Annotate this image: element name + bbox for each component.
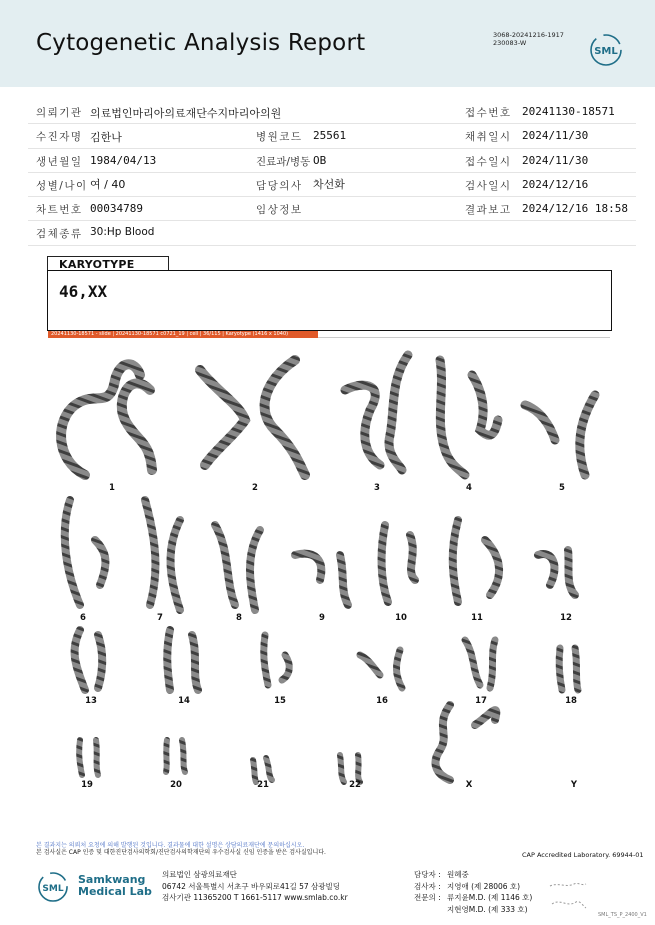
report-code-line1: 3068-20241216-1917: [493, 31, 564, 39]
doctor-value: 차선화: [313, 177, 345, 191]
chromosome-label: 14: [178, 696, 190, 706]
specimen-label: 검체종류: [36, 228, 83, 241]
birth-label: 생년월일: [36, 155, 83, 168]
staff-role: 전문의 :: [414, 893, 441, 902]
logo-line-2: Medical Lab: [78, 885, 152, 898]
signature-mark: [548, 878, 588, 918]
chromosome-label: 7: [157, 613, 163, 623]
staff-name: 원혜중: [447, 870, 469, 879]
chromosome-label: 4: [466, 483, 472, 493]
chromosome-label: 3: [374, 483, 380, 493]
institution-label: 의뢰기관: [36, 107, 83, 119]
staff-role: 담당자 :: [414, 870, 441, 879]
doctor-label: 담당의사: [256, 179, 303, 192]
chromosome-label: 17: [475, 696, 487, 706]
hospital-code-value: 25561: [313, 129, 347, 143]
specimen-value: 30:Hp Blood: [90, 226, 155, 239]
staff-row: [414, 904, 532, 916]
chromosome-label: 1: [109, 483, 115, 493]
receipt-date-value: 2024/11/30: [522, 153, 589, 167]
chromosome-label: X: [465, 780, 473, 790]
test-date-value: 2024/12/16: [522, 177, 589, 191]
patient-label: 수진자명: [36, 131, 83, 144]
test-date-label: 검사일시: [465, 179, 512, 192]
chromosome-label: 15: [274, 696, 286, 706]
samkwang-logo-text: SML: [42, 884, 64, 894]
chromosome-label: 22: [349, 780, 361, 790]
karyogram-image: [40, 340, 620, 814]
chart-no-label: 차트번호: [36, 204, 83, 217]
lab-address: [162, 869, 348, 904]
chromosome-label: 20: [170, 780, 182, 790]
chromosome-label: 18: [565, 696, 577, 706]
report-notice: [36, 842, 326, 856]
chromosome-label: 2: [252, 483, 258, 493]
chromosome-label: 19: [81, 780, 93, 790]
report-date-value: 2024/12/16 18:58: [522, 202, 628, 216]
karyotype-tab-label: KARYOTYPE: [59, 258, 135, 271]
karyotype-tab: [47, 256, 169, 271]
notice-line-2: 본 검사실은 CAP 인증 및 대한진단검사의학회/진단검사의학재단의 우수검사실 신임 인증을 받은 검사실입니다.: [36, 849, 326, 856]
staff-name: 지현영M.D. (제 333 호): [447, 904, 528, 914]
cap-accreditation: CAP Accredited Laboratory. 69944-01: [522, 851, 644, 859]
staff-list: [414, 869, 532, 915]
info-row: [28, 100, 636, 124]
report-title: Cytogenetic Analysis Report: [36, 30, 366, 56]
address-line-1: 의료법인 삼광의료재단: [162, 870, 237, 879]
collect-date-label: 채취일시: [465, 131, 512, 144]
chromosome-label: 13: [85, 696, 97, 706]
chromosome-label: 9: [319, 613, 325, 623]
report-header: [0, 0, 655, 87]
chromosome-label: 16: [376, 696, 388, 706]
sex-age-label: 성별/나이: [36, 179, 88, 192]
karyotype-result-box: [47, 270, 612, 331]
staff-role: 검사자 :: [414, 881, 441, 891]
chromosome-label: 6: [80, 613, 86, 623]
sml-logo: [589, 33, 623, 67]
dept-label: 진료과/병동: [256, 155, 311, 168]
address-line-3: 검사기관 11365200 T 1661-5117 www.smlab.co.kr: [162, 893, 348, 902]
sml-logo-text: SML: [594, 46, 618, 57]
samkwang-logo-mark: [36, 870, 74, 904]
karyogram-svg: [40, 340, 620, 810]
address-line-2: 06742 서울특별시 서초구 바우뫼로41길 57 삼광빌딩: [162, 881, 341, 891]
chromosome-label: 12: [560, 613, 572, 623]
chromosome-label: 8: [236, 613, 242, 623]
chromosome-label: 21: [257, 780, 269, 790]
dept-value: OB: [313, 153, 327, 167]
patient-value: 김한나: [90, 131, 122, 145]
chart-no-value: 00034789: [90, 202, 143, 216]
staff-row: [414, 881, 532, 893]
hospital-code-label: 병원코드: [256, 131, 303, 144]
image-divider: [318, 337, 610, 338]
report-date-label: 결과보고: [465, 204, 512, 217]
karyotype-result: 46,XX: [59, 282, 108, 301]
info-row: [28, 197, 636, 221]
report-code: [493, 31, 564, 47]
image-caption: 20241130-18571 - slide | 20241130-18571 c0721_19 | cell | 36/115 | Karyotype (1416 x 1040): [51, 331, 289, 337]
image-caption-bar: [48, 331, 318, 338]
form-code: SML_TS_P_2400_V1: [598, 912, 647, 918]
institution-value: 의료법인마리아의료재단수지마리아의원: [90, 107, 282, 120]
samkwang-logo-wordmark: [78, 874, 152, 898]
sex-age-value: 여 / 40: [90, 177, 126, 191]
info-row: [28, 149, 636, 173]
chromosome-label: 10: [395, 613, 407, 623]
staff-row: [414, 892, 532, 904]
info-row: [28, 221, 636, 245]
chromosome-label: 5: [559, 483, 565, 493]
receipt-date-label: 접수일시: [465, 155, 512, 168]
receipt-no-value: 20241130-18571: [522, 105, 615, 118]
logo-line-1: Samkwang: [78, 873, 146, 886]
staff-name: 류지윤M.D. (제 1146 호): [447, 893, 533, 902]
report-code-line2: 230083-W: [493, 39, 527, 47]
receipt-no-label: 접수번호: [465, 107, 512, 119]
chromosome-label: Y: [570, 780, 578, 790]
staff-row: [414, 869, 532, 881]
staff-name: 지영애 (제 28006 호): [447, 881, 521, 891]
clinical-label: 임상정보: [256, 204, 303, 217]
collect-date-value: 2024/11/30: [522, 129, 589, 143]
patient-info-table: [28, 100, 636, 246]
birth-value: 1984/04/13: [90, 153, 157, 167]
chromosome-label: 11: [471, 613, 483, 623]
notice-line-1: 본 결과지는 의뢰처 요청에 의해 발행된 것입니다. 결과물에 대한 설명은 상담의료재단에 문의하십시오.: [36, 842, 305, 849]
info-row: [28, 173, 636, 197]
info-row: [28, 124, 636, 148]
samkwang-logo: [36, 870, 152, 908]
